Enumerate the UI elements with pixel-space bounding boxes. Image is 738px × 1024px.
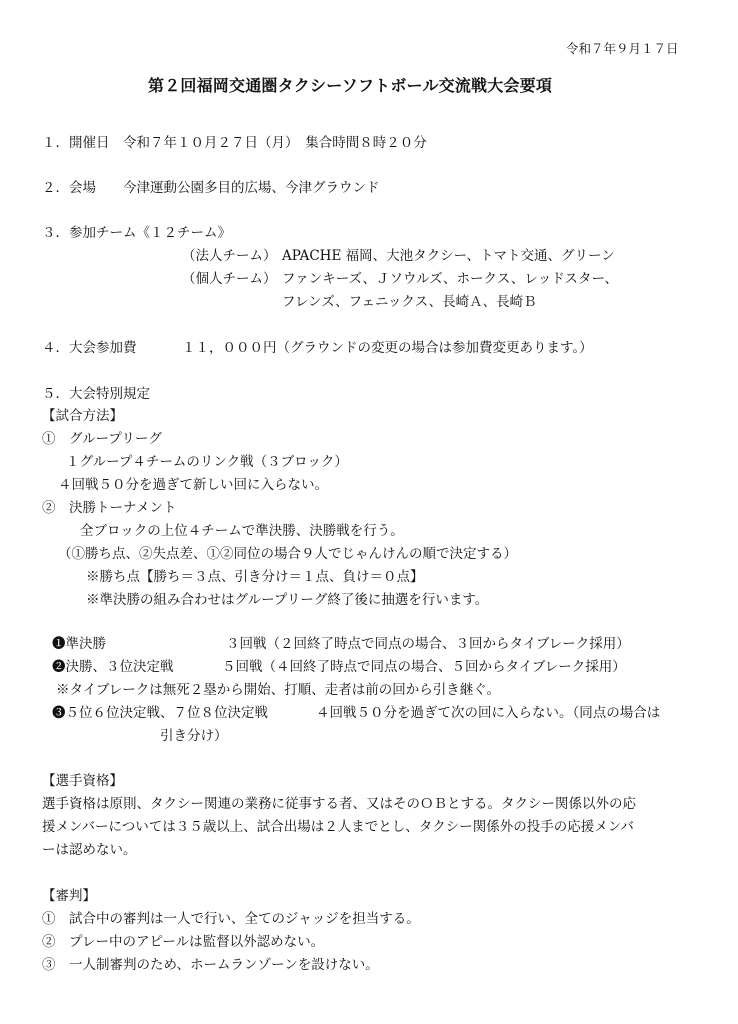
individual-teams-list-2: フレンズ、フェニックス、長崎Ａ、長崎Ｂ [282, 294, 537, 310]
placement-rule-cont: 引き分け） [160, 728, 228, 744]
final-label: ❷決勝、３位決定戦 [52, 659, 174, 675]
final-rule: ５回戦（４回終了時点で同点の場合、５回からタイブレーク採用） [222, 659, 626, 675]
tournament-desc-4: ※準決勝の組み合わせはグループリーグ終了後に抽選を行います。 [86, 592, 489, 608]
tournament-item: ② 決勝トーナメント [42, 500, 177, 516]
tiebreak-note: ※タイブレークは無死２塁から開始、打順、走者は前の回から引き継ぐ。 [56, 682, 501, 698]
eligibility-line-3: ーは認めない。 [42, 842, 137, 858]
group-league-desc-2: ４回戦５０分を過ぎて新しい回に入らない。 [58, 477, 328, 493]
umpire-heading: 【審判】 [42, 888, 96, 904]
placement-rule: ４回戦５０分を過ぎて次の回に入らない。（同点の場合は [316, 705, 661, 721]
individual-teams-label: （個人チーム） [182, 271, 277, 287]
corporate-teams-label: （法人チーム） [182, 248, 277, 264]
document-date: 令和７年９月１７日 [566, 41, 679, 56]
tournament-desc-2: （①勝ち点、②失点差、①②同位の場合９人でじゃんけんの順で決定する） [58, 546, 517, 562]
umpire-rule-3: ③ 一人制審判のため、ホームランゾーンを設けない。 [42, 957, 379, 973]
entry-fee-value: １１，０００円（グラウンドの変更の場合は参加費変更あります。） [182, 340, 593, 356]
venue-line: ２．会場 今津運動公園多目的広場、今津グラウンド [42, 180, 380, 196]
corporate-teams-list: APACHE 福岡、大池タクシー、トマト交通、グリーン [282, 248, 615, 264]
semifinal-rule: ３回戦（２回終了時点で同点の場合、３回からタイブレーク採用） [226, 636, 630, 652]
eligibility-line-1: 選手資格は原則、タクシー関連の業務に従事する者、又はそのＯＢとする。タクシー関係以外の応 [42, 796, 636, 812]
umpire-rule-1: ① 試合中の審判は一人で行い、全てのジャッジを担当する。 [42, 911, 420, 927]
tournament-desc-1: 全ブロックの上位４チームで準決勝、決勝戦を行う。 [80, 523, 404, 539]
eligibility-line-2: 援メンバーについては３５歳以上、試合出場は２人までとし、タクシー関係外の投手の応援メンバ [42, 819, 634, 835]
individual-teams-list-1: ファンキーズ、Ｊソウルズ、ホークス、レッドスター、 [282, 271, 619, 287]
match-method-heading: 【試合方法】 [42, 408, 123, 424]
entry-fee-label: ４．大会参加費 [42, 340, 137, 356]
umpire-rule-2: ② プレー中のアピールは監督以外認めない。 [42, 934, 325, 950]
group-league-desc-1: １グループ４チームのリンク戦（３ブロック） [66, 454, 348, 470]
special-rules-heading: ５．大会特別規定 [42, 386, 150, 402]
event-date-line: １．開催日 令和７年１０月２７日（月） 集合時間８時２０分 [42, 135, 427, 151]
placement-label: ❸５位６位決定戦、７位８位決定戦 [52, 705, 268, 721]
document-title: 第２回福岡交通圏タクシーソフトボール交流戦大会要項 [148, 76, 553, 95]
group-league-item: ① グループリーグ [42, 431, 162, 447]
semifinal-label: ❶準決勝 [52, 636, 106, 652]
teams-heading: ３．参加チーム《１２チーム》 [42, 225, 231, 241]
eligibility-heading: 【選手資格】 [42, 773, 123, 789]
tournament-desc-3: ※勝ち点【勝ち＝３点、引き分け＝１点、負け＝０点】 [86, 569, 424, 585]
